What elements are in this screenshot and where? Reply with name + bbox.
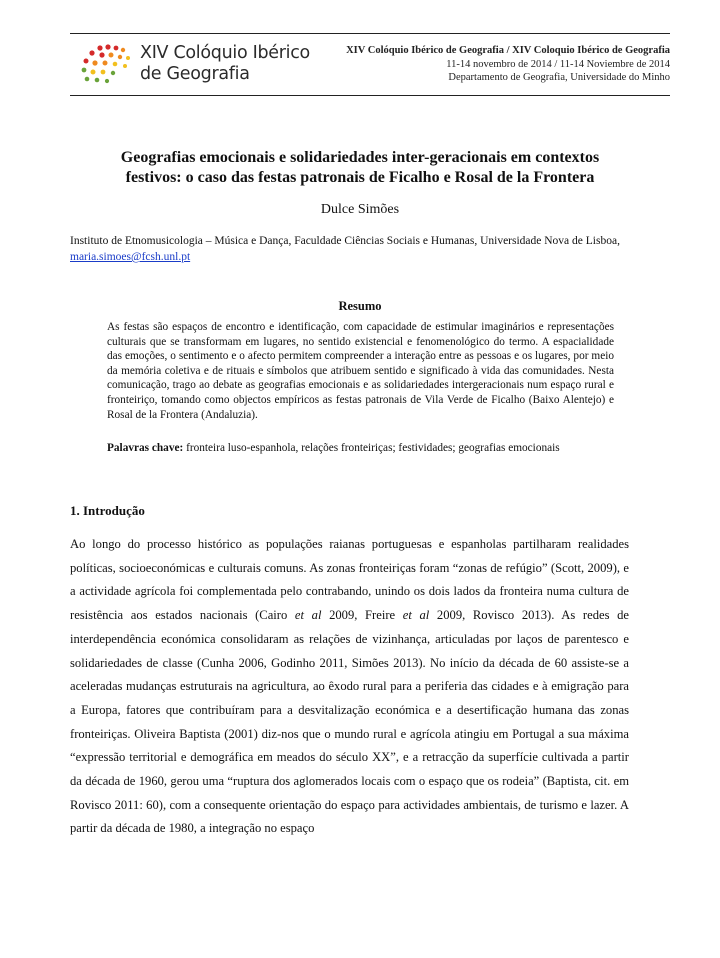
keywords-label: Palavras chave: bbox=[107, 442, 184, 454]
introduction-paragraph bbox=[70, 533, 629, 841]
paper-title-line-1: Geografias emocionais e solidariedades inter-geracionais em contextos bbox=[120, 149, 600, 166]
logo-line-2: de Geografia bbox=[140, 64, 250, 84]
header-top-rule bbox=[70, 33, 670, 34]
author-affiliation bbox=[70, 233, 650, 265]
logo-line-1: XIV Colóquio Ibérico bbox=[140, 43, 310, 63]
conference-name: XIV Colóquio Ibérico de Geografia / XIV Coloquio Ibérico de Geografia bbox=[346, 45, 670, 56]
logo-wordmark bbox=[140, 43, 310, 85]
body-text-part-2: 2009, Freire bbox=[321, 608, 403, 623]
abstract-text: As festas são espaços de encontro e identificação, com capacidade de estimular imaginários e representações culturais que se transformam em lugares, no sentido existencial e fenomenológico do termo. A espacialidade das emoções, o sentimento e o afecto permitem compreender a interação entre as pessoas e os lugares, por meio da memória coletiva e de rituais e símbolos que atribuem sentido e significado à vida das comunidades. Nesta comunicação, trago ao debate as geografias emocionais e as solidariedades intergeracionais num espaço rural e fronteiriço, tomando como objectos empíricos as festas patronais de Vila Verde de Ficalho (Baixo Alentejo) e Rosal de la Frontera (Andaluzia). bbox=[107, 321, 614, 421]
keywords bbox=[107, 441, 627, 455]
conference-dates: 11-14 novembro de 2014 / 11-14 Noviembre de 2014 bbox=[446, 58, 670, 70]
keywords-list: fronteira luso-espanhola, relações fronteiriças; festividades; geografias emocionais bbox=[186, 442, 560, 454]
et-al-1: et al bbox=[294, 608, 322, 623]
conference-venue: Departamento de Geografia, Universidade do Minho bbox=[448, 72, 670, 83]
conference-info bbox=[346, 44, 670, 85]
logo-dots-icon bbox=[78, 42, 138, 88]
paper-title-line-2: festivos: o caso das festas patronais de Ficalho e Rosal de la Frontera bbox=[125, 169, 595, 186]
et-al-2: et al bbox=[402, 608, 430, 623]
body-text-part-1: Ao longo do processo histórico as populações raianas portuguesas e espanholas partilharam realidades políticas, socioeconómicas e culturais comuns. As zonas fronteiriças foram “zonas de refúgio” (Scott, 2009), e a actividade agrícola foi complementada pelo contrabando, unindo os dois lados da fronteira numa cultura de resistência aos estados nacionais (Cairo bbox=[70, 537, 629, 623]
header-bottom-rule bbox=[70, 95, 670, 96]
paper-title bbox=[70, 148, 650, 188]
section-heading: 1. Introdução bbox=[70, 503, 145, 518]
abstract-heading: Resumo bbox=[338, 299, 382, 313]
conference-logo bbox=[78, 42, 338, 88]
paper-author: Dulce Simões bbox=[320, 202, 400, 217]
page-header bbox=[70, 33, 670, 93]
author-email-link[interactable]: maria.simoes@fcsh.unl.pt bbox=[70, 251, 191, 263]
body-text-part-3: 2009, Rovisco 2013). As redes de interdependência económica consolidaram as relações de vizinhança, articuladas por laços de parentesco e solidariedades de classe (Cunha 2006, Godinho 2011, Simões 2013). No início da década de 60 assiste-se a aceleradas mudanças estruturais na agricultura, ao êxodo rural para a periferia das cidades e à emigração para a Europa, fatores que contribuíram para a desvitalização económica e a desertificação humana das zonas fronteiriças. Oliveira Baptista (2001) diz-nos que o mundo rural e agrícola atingiu em Portugal a sua máxima “expressão territorial e demográfica em meados do século XX”, e a retracção da superfície cultivada a partir da década de 1960, gerou uma “ruptura dos aglomerados locais com o espaço que os rodeia” (Baptista, cit. em Rovisco 2011: 60), com a consequente orientação do espaço para actividades ambientais, de turismo e lazer. A partir da década de 1980, a integração no espaço bbox=[70, 608, 630, 836]
affiliation-text: Instituto de Etnomusicologia – Música e Dança, Faculdade Ciências Sociais e Humanas, Universidade Nova de Lisboa, bbox=[70, 235, 620, 247]
